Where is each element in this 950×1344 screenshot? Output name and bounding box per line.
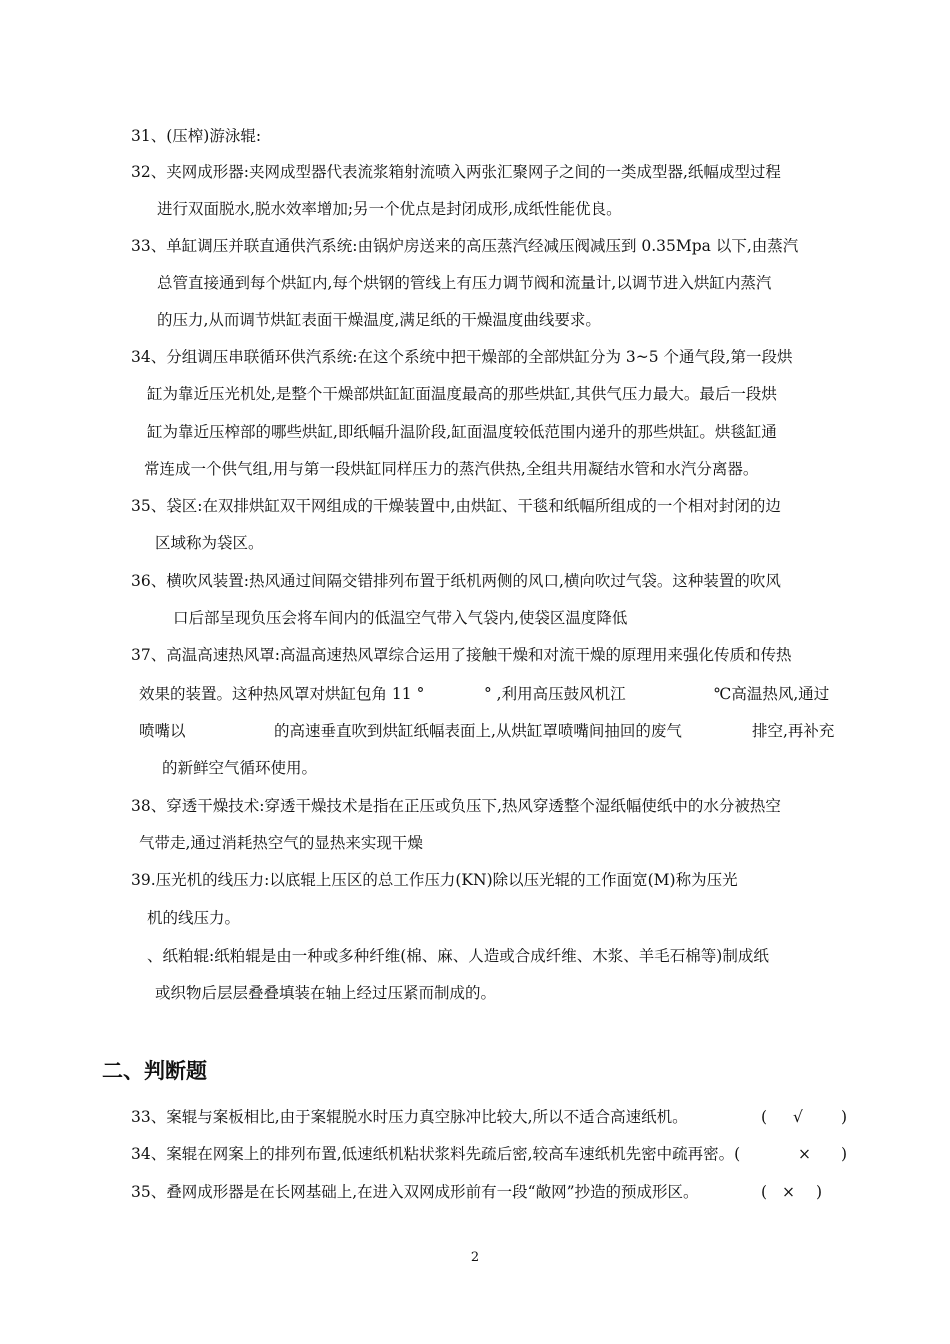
judgment-35-open-paren: (	[761, 1183, 768, 1201]
definition-39-line-1: 39.压光机的线压力:以底辊上压区的总工作压力(KN)除以压光辊的工作面宽(M)称为压光	[131, 871, 738, 889]
judgment-33-close-paren: )	[841, 1108, 848, 1126]
definition-39-line-2: 机的线压力。	[147, 909, 241, 927]
definition-34-line-2: 缸为靠近压光机处,是整个干燥部烘缸缸面温度最高的那些烘缸,其供气压力最大。最后一段烘	[147, 385, 777, 403]
judgment-35-close-paren: )	[816, 1183, 823, 1201]
section-heading: 二、判断题	[102, 1059, 207, 1083]
definition-34-line-1: 34、分组调压串联循环供汽系统:在这个系统中把干燥部的全部烘缸分为 3~5 个通气段,第一段烘	[131, 348, 793, 366]
judgment-35-text: 35、叠网成形器是在长网基础上,在进入双网成形前有一段“敞网”抄造的预成形区。	[131, 1183, 699, 1201]
definition-36-line-2: 口后部呈现负压会将车间内的低温空气带入气袋内,使袋区温度降低	[173, 609, 628, 627]
definition-33-line-2: 总管直接通到每个烘缸内,每个烘钢的管线上有压力调节阀和流量计,以调节进入烘缸内蒸汽	[157, 274, 772, 292]
judgment-34-text: 34、案辊在网案上的排列布置,低速纸机粘状浆料先疏后密,较高车速纸机先密中疏再密。(	[131, 1145, 741, 1163]
judgment-35-mark: ×	[782, 1183, 795, 1201]
definition-32-line-1: 32、夹网成形器:夹网成型器代表流浆箱射流喷入两张汇聚网子之间的一类成型器,纸幅成型过程	[131, 163, 781, 181]
definition-40-line-2: 或织物后层层叠叠填装在轴上经过压紧而制成的。	[155, 984, 497, 1002]
definition-37-line-4: 的新鲜空气循环使用。	[162, 759, 318, 777]
definition-33-line-1: 33、单缸调压并联直通供汽系统:由锅炉房送来的高压蒸汽经减压阀减压到 0.35Mpa 以下,由蒸汽	[131, 237, 799, 255]
judgment-34-mark: ×	[798, 1145, 811, 1163]
definition-36-line-1: 36、横吹风装置:热风通过间隔交错排列布置于纸机两侧的风口,横向吹过气袋。这种装置的吹风	[131, 572, 781, 590]
judgment-33-text: 33、案辊与案板相比,由于案辊脱水时压力真空脉冲比较大,所以不适合高速纸机。	[131, 1108, 688, 1126]
definition-32-line-2: 进行双面脱水,脱水效率增加;另一个优点是封闭成形,成纸性能优良。	[157, 200, 622, 218]
definition-40-line-1: 、纸粕辊:纸粕辊是由一种或多种纤维(棉、麻、人造或合成纤维、木浆、羊毛石棉等)制成纸	[147, 947, 769, 965]
page-number: 2	[470, 1250, 480, 1265]
judgment-34-close-paren: )	[841, 1145, 848, 1163]
definition-37-line-3a: 喷嘴以	[139, 722, 186, 740]
definition-34-line-4: 常连成一个供气组,用与第一段烘缸同样压力的蒸汽供热,全组共用凝结水管和水汽分离器。	[144, 460, 759, 478]
judgment-33-open-paren: (	[761, 1108, 768, 1126]
definition-38-line-2: 气带走,通过消耗热空气的显热来实现干燥	[139, 834, 423, 852]
definition-35-line-2: 区域称为袋区。	[155, 534, 264, 552]
definition-31-line-1: 31、(压榨)游泳辊:	[131, 127, 262, 145]
definition-35-line-1: 35、袋区:在双排烘缸双干网组成的干燥装置中,由烘缸、干毯和纸幅所组成的一个相对封闭的边	[131, 497, 781, 515]
definition-37-line-3c: 排空,再补充	[752, 722, 835, 740]
definition-33-line-3: 的压力,从而调节烘缸表面干燥温度,满足纸的干燥温度曲线要求。	[157, 311, 601, 329]
definition-37-line-2b: ° ,利用高压鼓风机江	[484, 685, 626, 703]
definition-34-line-3: 缸为靠近压榨部的哪些烘缸,即纸幅升温阶段,缸面温度较低范围内递升的那些烘缸。烘毯缸通	[147, 423, 777, 441]
definition-37-line-2c: ℃高温热风,通过	[714, 685, 830, 703]
definition-37-line-3b: 的高速垂直吹到烘缸纸幅表面上,从烘缸罩喷嘴间抽回的废气	[274, 722, 682, 740]
definition-38-line-1: 38、穿透干燥技术:穿透干燥技术是指在正压或负压下,热风穿透整个湿纸幅使纸中的水分被热空	[131, 797, 781, 815]
judgment-33-mark: √	[793, 1108, 803, 1126]
definition-37-line-2a: 效果的装置。这种热风罩对烘缸包角 11 °	[139, 685, 425, 703]
definition-37-line-1: 37、高温高速热风罩:高温高速热风罩综合运用了接触干燥和对流干燥的原理用来强化传质和传热	[131, 646, 792, 664]
